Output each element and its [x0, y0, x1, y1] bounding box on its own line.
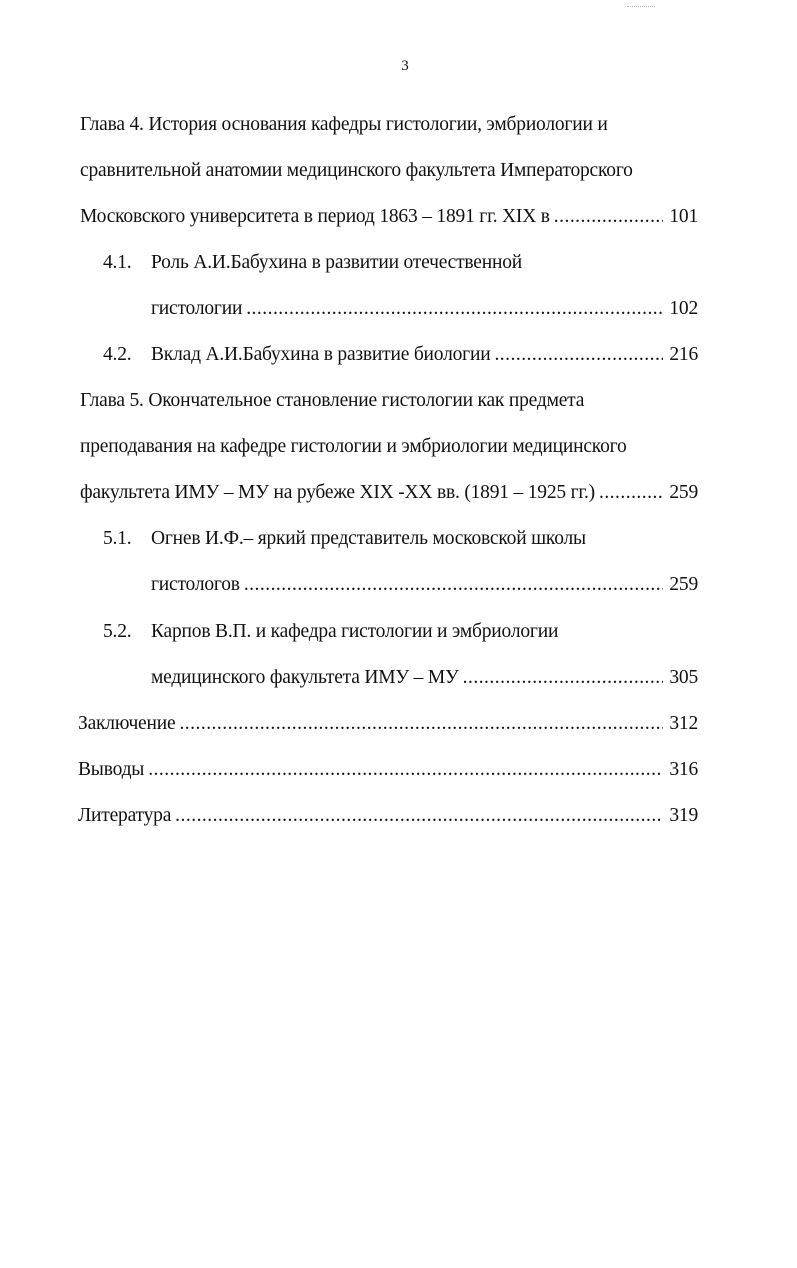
toc-entry-section-5-1	[103, 527, 586, 551]
toc-section-4-2-number: 4.2.	[103, 344, 132, 365]
toc-findings-label: Выводы	[78, 759, 145, 780]
toc-section-5-2-title-line-1: Карпов В.П. и кафедра гистологии и эмбриологии	[151, 621, 559, 642]
toc-section-4-1-number: 4.1.	[103, 252, 132, 273]
toc-section-5-2-page: 305	[669, 667, 698, 688]
toc-entry-section-4-2	[103, 343, 698, 367]
toc-chapter-5-title-line-2: преподавания на кафедре гистологии и эмбриологии медицинского	[80, 436, 627, 457]
toc-literature-page: 319	[669, 805, 698, 826]
toc-section-4-1-title-line-1: Роль А.И.Бабухина в развитии отечественной	[151, 252, 523, 273]
dot-leader	[175, 804, 663, 828]
dot-leader	[246, 297, 663, 321]
toc-conclusion-label: Заключение	[78, 713, 176, 734]
toc-section-5-1-title-line-2: гистологов	[151, 574, 240, 595]
toc-entry-findings	[78, 758, 698, 782]
toc-literature-label: Литература	[78, 805, 172, 826]
toc-entry-section-4-1-cont	[151, 297, 698, 321]
toc-chapter-4-title-line-3: Московского университета в период 1863 – 1891 гг. XIX в	[80, 206, 550, 227]
toc-section-5-1-title-line-1: Огнев И.Ф.– яркий представитель московской школы	[151, 528, 586, 549]
toc-chapter-5-title-line-1: Глава 5. Окончательное становление гистологии как предмета	[80, 390, 585, 411]
toc-entry-literature	[78, 804, 698, 828]
toc-section-4-1-title-line-2: гистологии	[151, 298, 243, 319]
toc-conclusion-page: 312	[669, 713, 698, 734]
dot-leader	[599, 481, 663, 505]
dot-leader	[148, 758, 663, 782]
toc-entry-chapter-4	[80, 205, 698, 229]
toc-chapter-4-page: 101	[669, 206, 698, 227]
toc-section-5-1-number: 5.1.	[103, 528, 132, 549]
dot-leader	[463, 666, 664, 690]
toc-chapter-5-title-line-3: факультета ИМУ – МУ на рубеже XIX -XX вв. (1891 – 1925 гг.)	[80, 482, 595, 503]
toc-entry-chapter-5	[80, 481, 698, 505]
page-number: 3	[401, 58, 409, 74]
dot-leader	[554, 205, 664, 229]
toc-section-4-2-page: 216	[669, 344, 698, 365]
toc-entry-section-5-1-cont	[151, 573, 698, 597]
toc-section-5-1-page: 259	[669, 574, 698, 595]
toc-findings-page: 316	[669, 759, 698, 780]
toc-section-4-1-page: 102	[669, 298, 698, 319]
dot-leader	[244, 573, 664, 597]
dot-leader	[179, 712, 663, 736]
scan-corner-mark	[627, 6, 655, 7]
toc-entry-section-5-2-cont	[151, 666, 698, 690]
toc-section-5-2-title-line-2: медицинского факультета ИМУ – МУ	[151, 667, 459, 688]
toc-chapter-4-title-line-2: сравнительной анатомии медицинского факультета Императорского	[80, 160, 633, 181]
toc-entry-section-4-1	[103, 251, 522, 275]
dot-leader	[494, 343, 663, 367]
toc-chapter-4-title-line-1: Глава 4. История основания кафедры гистологии, эмбриологии и	[80, 114, 608, 135]
toc-chapter-5-page: 259	[669, 482, 698, 503]
toc-section-4-2-title: Вклад А.И.Бабухина в развитие биологии	[151, 344, 491, 365]
toc-section-5-2-number: 5.2.	[103, 621, 132, 642]
toc-entry-section-5-2	[103, 620, 558, 644]
toc-entry-conclusion	[78, 712, 698, 736]
